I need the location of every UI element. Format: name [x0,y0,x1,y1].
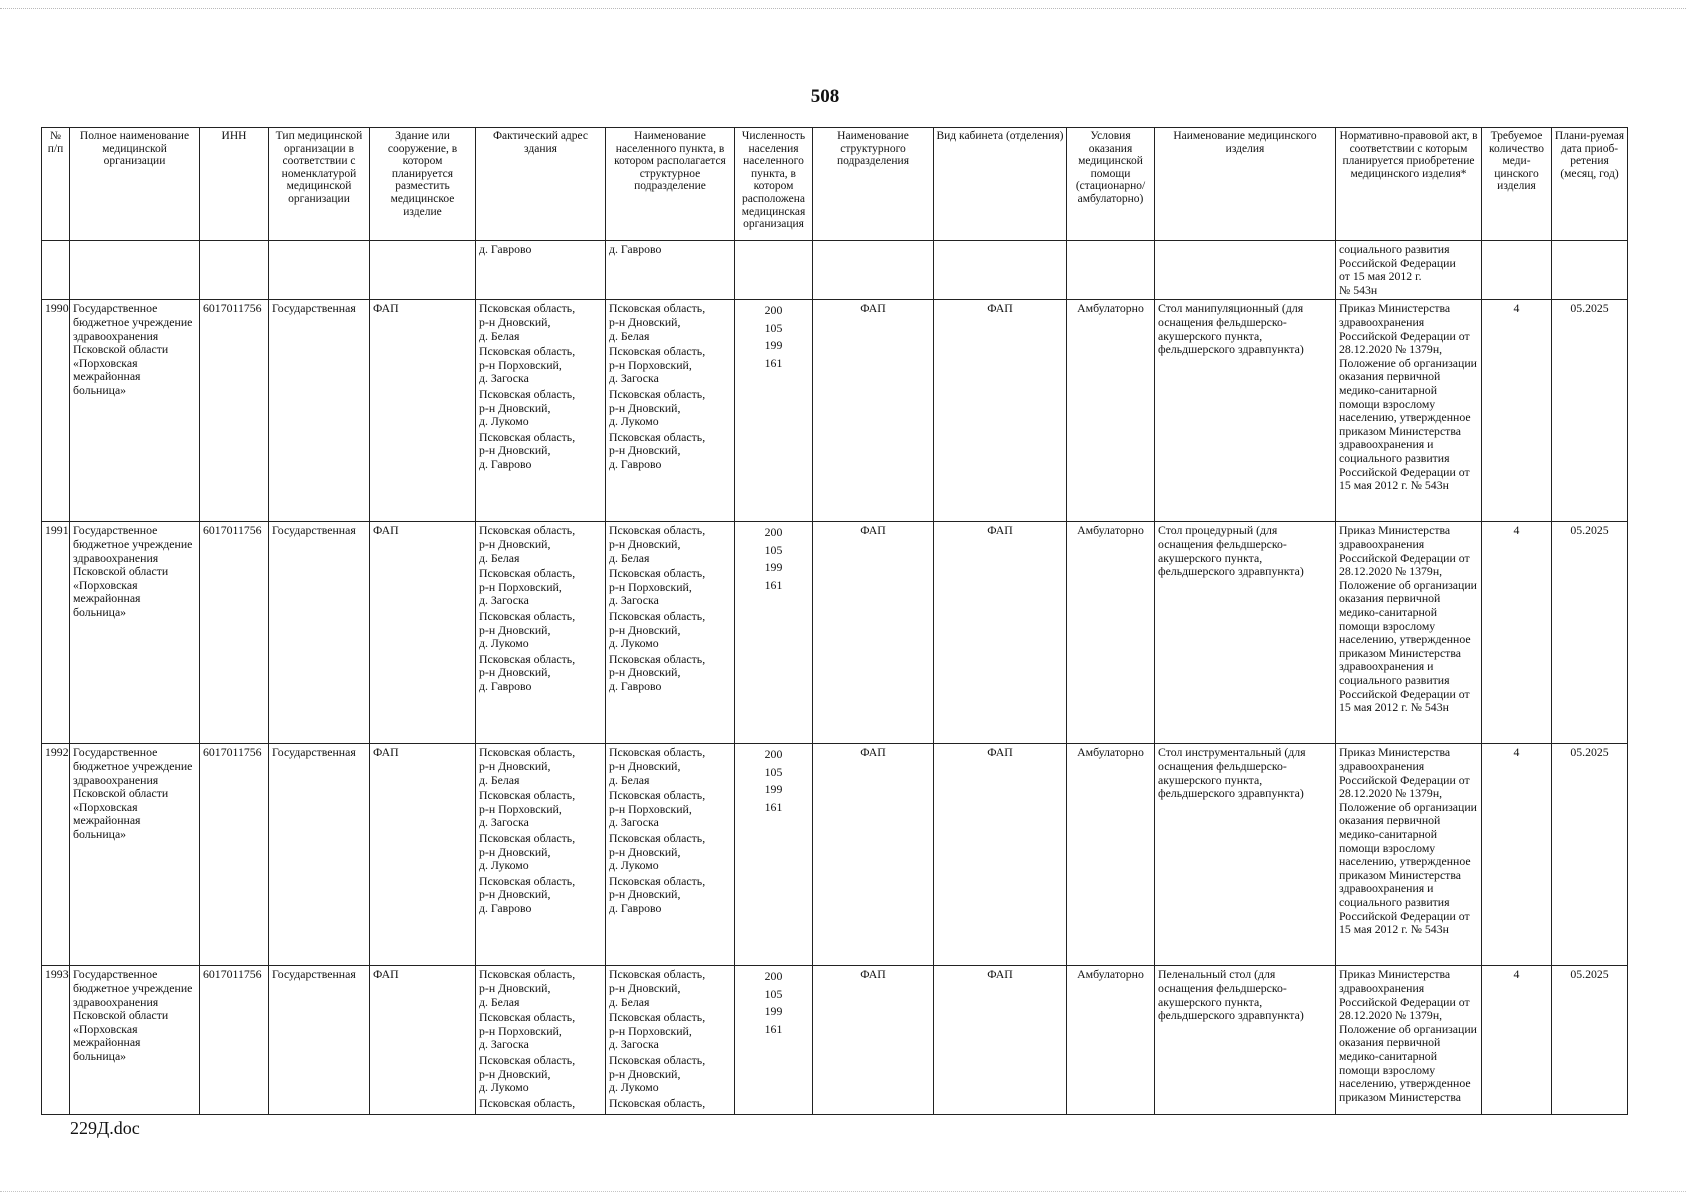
header-cell: Полное наименование медицинской организации [70,128,200,241]
settlement-entry: Псковская область, р-н Порховский, д. Загоска [609,344,706,386]
table-cell [735,241,813,300]
conditions-cell: Амбулаторно [1067,522,1155,744]
unit-cell: ФАП [813,744,934,966]
population-value: 105 [764,986,783,1001]
address-cell [476,966,606,1115]
address-entry: Псковская область, р-н Дновский, д. Белая [479,301,576,343]
population-value: 199 [764,782,783,797]
cabinet-cell: ФАП [934,966,1067,1115]
conditions-cell: Амбулаторно [1067,966,1155,1115]
settlement-cell [606,966,735,1115]
address-entry: Псковская область, р-н Дновский, д. Гаврово [479,873,576,915]
table-cell [1067,241,1155,300]
building-cell: ФАП [370,744,476,966]
settlement-cell: д. Гаврово [606,241,735,300]
org-type-cell: Государственная [269,744,370,966]
header-cell: Требуемое количество меди-цинского изделия [1482,128,1552,241]
population-value: 105 [764,320,783,335]
header-cell: Тип медицинской организации в соответствии с номенклатурой медицинской организации [269,128,370,241]
header-cell: Условия оказания медицинской помощи (стационарно/амбулаторно) [1067,128,1155,241]
device-cell: Пеленальный стол (для оснащения фельдшерско-акушерского пункта, фельдшерского здравпункта) [1155,966,1336,1115]
address-entry: Псковская область, р-н Порховский, д. Загоска [479,1010,576,1052]
date-cell: 05.2025 [1552,522,1628,744]
settlement-cell [606,300,735,522]
row-number-cell: 1990 [42,300,70,522]
settlement-entry: Псковская область, р-н Порховский, д. Загоска [609,1010,706,1052]
quantity-cell: 4 [1482,744,1552,966]
org-type-cell: Государственная [269,522,370,744]
settlement-entry: Псковская область, р-н Дновский, д. Белая [609,301,706,343]
unit-cell: ФАП [813,966,934,1115]
equipment-table [41,127,1628,1115]
settlement-entry: Псковская область, р-н Дновский, д. Гаврово [609,429,706,471]
population-value: 105 [764,542,783,557]
settlement-entry: Псковская область, р-н Порховский, д. Загоска [609,788,706,830]
settlement-entry: Псковская область, р-н Дновский, д. Лукомо [609,608,706,651]
row-number-cell: 1991 [42,522,70,744]
carryover-row [42,241,1628,300]
quantity-cell: 4 [1482,966,1552,1115]
table-cell [42,241,70,300]
row-number-cell: 1993 [42,966,70,1115]
address-entry: Псковская область, р-н Дновский, д. Белая [479,745,576,787]
population-value: 199 [764,560,783,575]
table-cell [1482,241,1552,300]
cabinet-cell: ФАП [934,522,1067,744]
conditions-cell: Амбулаторно [1067,744,1155,966]
settlement-entry: Псковская область, р-н Дновский, д. Белая [609,745,706,787]
header-cell: Вид кабинета (отделения) [934,128,1067,241]
address-cell [476,300,606,522]
building-cell: ФАП [370,522,476,744]
address-entry: Псковская область, р-н Порховский, д. Загоска [479,566,576,608]
page-number: 508 [810,86,840,107]
address-entry: Псковская область, р-н Дновский, д. Лукомо [479,1052,576,1095]
population-value: 105 [764,764,783,779]
address-entry: Псковская область, р-н Порховский, д. Загоска [479,344,576,386]
table-row [42,300,1628,522]
settlement-entry: Псковская область, р-н Дновский, д. Гаврово [609,651,706,693]
row-number-cell: 1992 [42,744,70,966]
address-entry: Псковская область, р-н Дновский, д. Гаврово [479,651,576,693]
organization-cell: Государственное бюджетное учреждение здравоохранения Псковской области «Порховская межрайонная больница» [70,522,200,744]
scan-edge-bottom [0,1191,1686,1198]
legal-act-cell: Приказ Министерства здравоохранения Российской Федерации от 28.12.2020 № 1379н, Положение об организации оказания первичной медико-санитарной помощи взрослому населению, утвержденное приказом Министерства здравоохранения и социального развития Российской Федерации от 15 мая 2012 г. № 543н [1336,300,1482,522]
population-cell [735,744,813,966]
organization-cell: Государственное бюджетное учреждение здравоохранения Псковской области «Порховская межрайонная больница» [70,300,200,522]
table-cell [1552,241,1628,300]
legal-act-cell: Приказ Министерства здравоохранения Российской Федерации от 28.12.2020 № 1379н, Положение об организации оказания первичной медико-санитарной помощи взрослому населению, утвержденное приказом Министерства [1336,966,1482,1115]
date-cell: 05.2025 [1552,966,1628,1115]
population-value: 161 [764,577,783,592]
device-cell: Стол манипуляционный (для оснащения фельдшерско-акушерского пункта, фельдшерского здравпункта) [1155,300,1336,522]
settlement-entry: Псковская область, р-н Дновский, д. Белая [609,967,706,1009]
inn-cell: 6017011756 [200,300,269,522]
header-cell: № п/п [42,128,70,241]
legal-act-cell: социального развития Российской Федерации от 15 мая 2012 г. № 543н [1336,241,1482,300]
address-cell: д. Гаврово [476,241,606,300]
settlement-entry: Псковская область, [609,1095,706,1110]
header-cell: Наименование населенного пункта, в котором располагается структурное подразделение [606,128,735,241]
file-name-footer: 229Д.doc [70,1118,140,1138]
settlement-entry: Псковская область, р-н Дновский, д. Лукомо [609,830,706,873]
table-row [42,522,1628,744]
header-cell: Наименование медицинского изделия [1155,128,1336,241]
org-type-cell: Государственная [269,300,370,522]
scan-edge-top [0,0,1686,9]
cabinet-cell: ФАП [934,744,1067,966]
population-value: 199 [764,1004,783,1019]
population-value: 199 [764,338,783,353]
population-cell [735,966,813,1115]
address-cell [476,522,606,744]
population-cell [735,522,813,744]
population-value: 161 [764,355,783,370]
header-cell: Численность населения населенного пункта, в котором расположена медицинская организация [735,128,813,241]
conditions-cell: Амбулаторно [1067,300,1155,522]
settlement-entry: Псковская область, р-н Дновский, д. Белая [609,523,706,565]
table-row [42,744,1628,966]
address-entry: Псковская область, р-н Дновский, д. Белая [479,967,576,1009]
settlement-entry: Псковская область, р-н Порховский, д. Загоска [609,566,706,608]
address-entry: Псковская область, р-н Дновский, д. Лукомо [479,830,576,873]
legal-act-cell: Приказ Министерства здравоохранения Российской Федерации от 28.12.2020 № 1379н, Положение об организации оказания первичной медико-санитарной помощи взрослому населению, утвержденное приказом Министерства здравоохранения и социального развития Российской Федерации от 15 мая 2012 г. № 543н [1336,522,1482,744]
unit-cell: ФАП [813,522,934,744]
table-cell [70,241,200,300]
population-value: 200 [764,747,783,762]
address-entry: Псковская область, [479,1095,576,1110]
table-cell [370,241,476,300]
date-cell: 05.2025 [1552,300,1628,522]
table-cell [813,241,934,300]
address-entry: Псковская область, р-н Дновский, д. Лукомо [479,386,576,429]
table-cell [934,241,1067,300]
header-cell: Наименование структурного подразделения [813,128,934,241]
organization-cell: Государственное бюджетное учреждение здравоохранения Псковской области «Порховская межрайонная больница» [70,744,200,966]
inn-cell: 6017011756 [200,522,269,744]
table-cell [200,241,269,300]
header-row [42,128,1628,241]
settlement-entry: Псковская область, р-н Дновский, д. Лукомо [609,386,706,429]
header-cell: Плани-руемая дата приоб-ретения (месяц, год) [1552,128,1628,241]
header-cell: Фактический адрес здания [476,128,606,241]
inn-cell: 6017011756 [200,966,269,1115]
unit-cell: ФАП [813,300,934,522]
legal-act-cell: Приказ Министерства здравоохранения Российской Федерации от 28.12.2020 № 1379н, Положение об организации оказания первичной медико-санитарной помощи взрослому населению, утвержденное приказом Министерства здравоохранения и социального развития Российской Федерации от 15 мая 2012 г. № 543н [1336,744,1482,966]
table-cell [1155,241,1336,300]
quantity-cell: 4 [1482,300,1552,522]
population-value: 161 [764,799,783,814]
building-cell: ФАП [370,300,476,522]
settlement-cell [606,744,735,966]
cabinet-cell: ФАП [934,300,1067,522]
settlement-entry: Псковская область, р-н Дновский, д. Лукомо [609,1052,706,1095]
header-cell: Здание или сооружение, в котором планируется разместить медицинское изделие [370,128,476,241]
address-entry: Псковская область, р-н Дновский, д. Лукомо [479,608,576,651]
settlement-entry: Псковская область, р-н Дновский, д. Гаврово [609,873,706,915]
organization-cell: Государственное бюджетное учреждение здравоохранения Псковской области «Порховская межрайонная больница» [70,966,200,1115]
date-cell: 05.2025 [1552,744,1628,966]
population-cell [735,300,813,522]
inn-cell: 6017011756 [200,744,269,966]
table-cell [269,241,370,300]
population-value: 161 [764,1021,783,1036]
address-cell [476,744,606,966]
device-cell: Стол процедурный (для оснащения фельдшерско-акушерского пункта, фельдшерского здравпункта) [1155,522,1336,744]
population-value: 200 [764,525,783,540]
address-entry: Псковская область, р-н Дновский, д. Гаврово [479,429,576,471]
header-cell: ИНН [200,128,269,241]
quantity-cell: 4 [1482,522,1552,744]
org-type-cell: Государственная [269,966,370,1115]
building-cell: ФАП [370,966,476,1115]
address-entry: Псковская область, р-н Дновский, д. Белая [479,523,576,565]
device-cell: Стол инструментальный (для оснащения фельдшерско-акушерского пункта, фельдшерского здравпункта) [1155,744,1336,966]
table-row [42,966,1628,1115]
header-cell: Нормативно-правовой акт, в соответствии с которым планируется приобретение медицинского изделия* [1336,128,1482,241]
population-value: 200 [764,303,783,318]
population-value: 200 [764,969,783,984]
address-entry: Псковская область, р-н Порховский, д. Загоска [479,788,576,830]
settlement-cell [606,522,735,744]
